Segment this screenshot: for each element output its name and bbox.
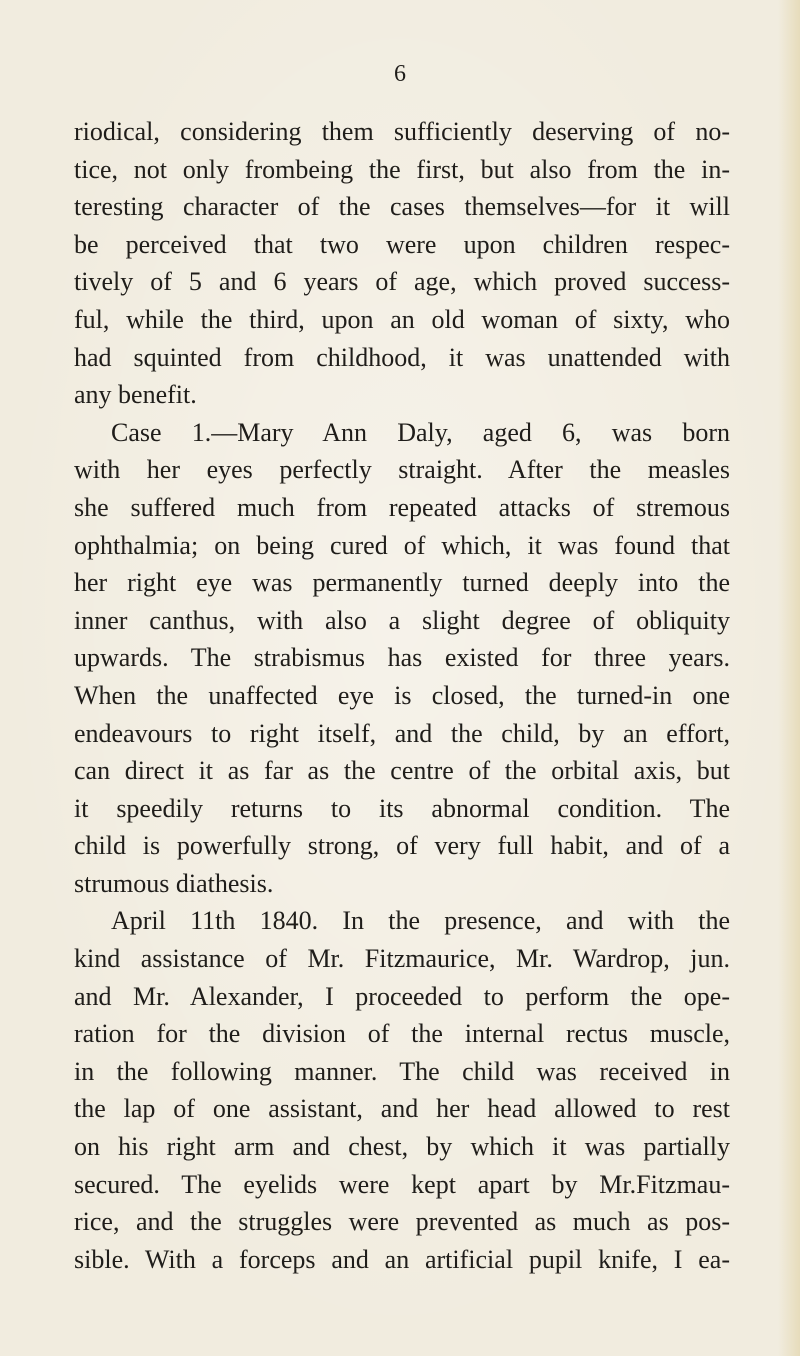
text-line: in the following manner. The child was received in xyxy=(74,1056,730,1086)
text-line: she suffered much from repeated attacks of stremous xyxy=(74,492,730,522)
page-number: 6 xyxy=(394,61,406,87)
text-line: When the unaffected eye is closed, the turned-in one xyxy=(74,680,730,710)
text-line: any benefit. xyxy=(74,380,197,410)
text-line: had squinted from childhood, it was unattended with xyxy=(74,342,730,372)
text-line: and Mr. Alexander, I proceeded to perform the ope- xyxy=(74,981,730,1011)
text-line: teresting character of the cases themselves—for it will xyxy=(74,192,730,222)
text-line: tively of 5 and 6 years of age, which proved success- xyxy=(74,267,730,297)
text-line: sible. With a forceps and an artificial pupil knife, I ea- xyxy=(74,1244,730,1274)
text-line: inner canthus, with also a slight degree of obliquity xyxy=(74,605,730,635)
text-line: riodical, considering them sufficiently deserving of no- xyxy=(74,117,730,146)
text-line: upwards. The strabismus has existed for three years. xyxy=(74,643,730,673)
text-line: secured. The eyelids were kept apart by Mr.Fitzmau- xyxy=(74,1169,730,1199)
text-line: child is powerfully strong, of very full habit, and of a xyxy=(74,831,730,861)
text-line: ophthalmia; on being cured of which, it was found that xyxy=(74,530,730,560)
body-text xyxy=(74,113,730,1278)
text-line: it speedily returns to its abnormal condition. The xyxy=(74,793,730,823)
text-line: her right eye was permanently turned deeply into the xyxy=(74,568,730,598)
text-line: on his right arm and chest, by which it was partially xyxy=(74,1132,730,1162)
text-line: with her eyes perfectly straight. After the measles xyxy=(74,455,730,485)
text-line: the lap of one assistant, and her head allowed to rest xyxy=(74,1094,730,1124)
text-line: ful, while the third, upon an old woman of sixty, who xyxy=(74,304,730,334)
text-line: rice, and the struggles were prevented as much as pos- xyxy=(74,1207,730,1237)
text-line: be perceived that two were upon children respec- xyxy=(74,229,730,259)
text-line: Case 1.—Mary Ann Daly, aged 6, was born xyxy=(111,417,730,447)
text-line: tice, not only frombeing the first, but also from the in- xyxy=(74,154,730,184)
text-line: ration for the division of the internal rectus muscle, xyxy=(74,1019,730,1049)
text-line: strumous diathesis. xyxy=(74,868,274,898)
text-line: kind assistance of Mr. Fitzmaurice, Mr. Wardrop, jun. xyxy=(74,944,730,974)
text-line: endeavours to right itself, and the child, by an effort, xyxy=(74,718,730,748)
text-line: April 11th 1840. In the presence, and with the xyxy=(111,906,730,936)
page-edge-shading xyxy=(778,0,800,1356)
text-line: can direct it as far as the centre of the orbital axis, but xyxy=(74,756,730,786)
